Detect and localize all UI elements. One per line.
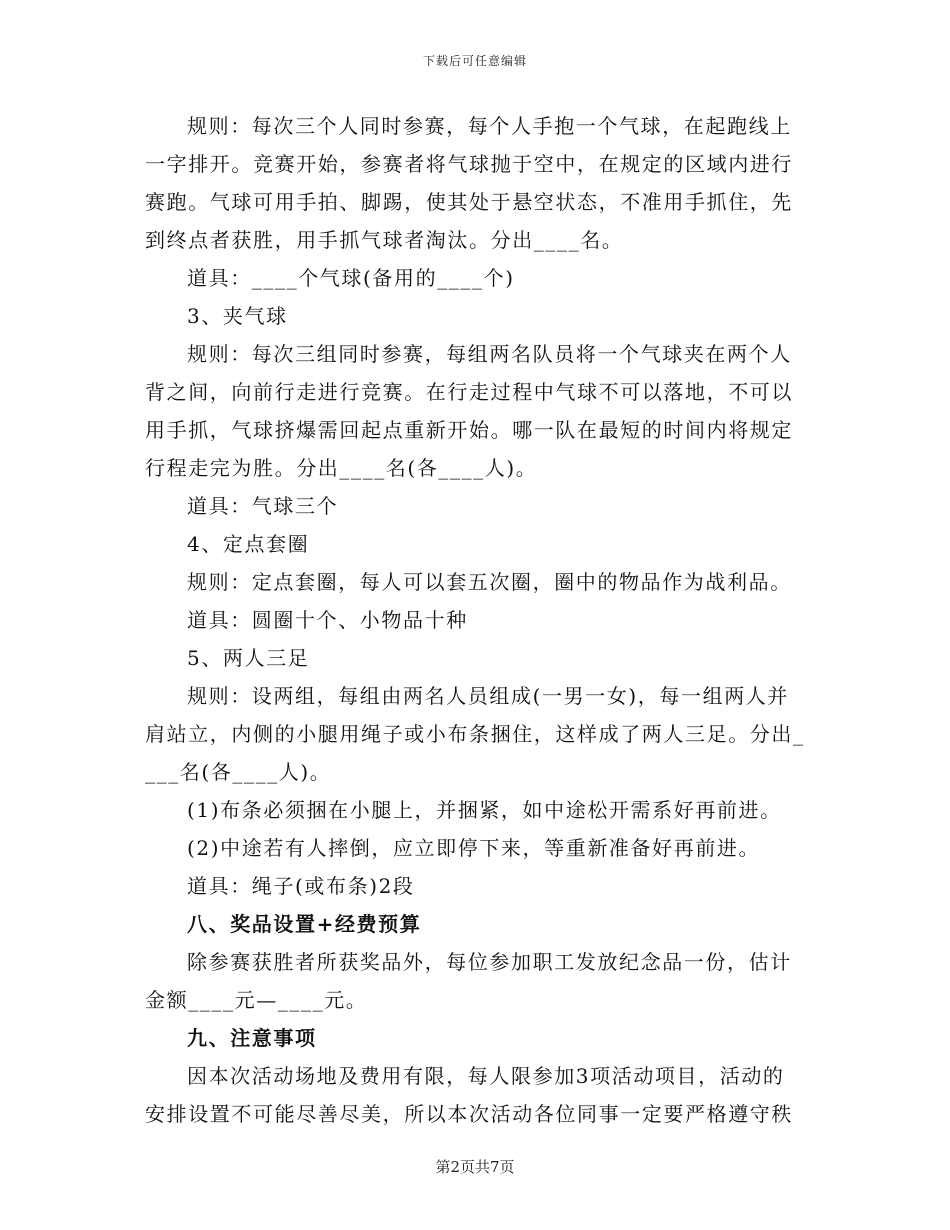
text-line: 规则：设两组，每组由两名人员组成(一男一女)，每一组两人并 xyxy=(187,684,790,708)
text-line: 用手抓，气球挤爆需回起点重新开始。哪一队在最短的时间内将规定 xyxy=(145,418,793,442)
text-line: 4、定点套圈 xyxy=(187,532,310,556)
text-line: 除参赛获胜者所获奖品外，每位参加职工发放纪念品一份，估计 xyxy=(187,950,792,974)
text-line: 因本次活动场地及费用有限，每人限参加3项活动项目，活动的 xyxy=(187,1064,785,1088)
section-heading: 九、注意事项 xyxy=(187,1026,317,1050)
text-line: 金额____元—____元。 xyxy=(145,988,368,1012)
text-line: (1)布条必须捆在小腿上，并捆紧，如中途松开需系好再前进。 xyxy=(187,798,782,822)
text-line: 背之间，向前行走进行竞赛。在行走过程中气球不可以落地，不可以 xyxy=(145,380,793,404)
text-line: 5、两人三足 xyxy=(187,646,310,670)
text-line: 规则：定点套圈，每人可以套五次圈，圈中的物品作为战利品。 xyxy=(187,570,792,594)
page-footer: 第2页共7页 xyxy=(435,1158,515,1176)
text-line: 安排设置不可能尽善尽美，所以本次活动各位同事一定要严格遵守秩 xyxy=(145,1102,793,1126)
text-line: 肩站立，内侧的小腿用绳子或小布条捆住，这样成了两人三足。分出_ xyxy=(145,722,805,746)
text-line: 道具：圆圈十个、小物品十种 xyxy=(187,608,468,632)
text-line: 规则：每次三个人同时参赛，每个人手抱一个气球，在起跑线上 xyxy=(187,114,792,138)
text-line: (2)中途若有人摔倒，应立即停下来，等重新准备好再前进。 xyxy=(187,836,761,860)
text-line: 3、夹气球 xyxy=(187,304,288,328)
text-line: 道具：气球三个 xyxy=(187,494,339,518)
text-line: 道具：绳子(或布条)2段 xyxy=(187,874,415,898)
text-line: 行程走完为胜。分出____名(各____人)。 xyxy=(145,456,538,480)
text-line: 一字排开。竞赛开始，参赛者将气球抛于空中，在规定的区域内进行 xyxy=(145,152,793,176)
text-line: 赛跑。气球可用手拍、脚踢，使其处于悬空状态，不准用手抓住，先 xyxy=(145,190,793,214)
text-line: 规则：每次三组同时参赛，每组两名队员将一个气球夹在两个人 xyxy=(187,342,792,366)
section-heading: 八、奖品设置+经费预算 xyxy=(187,912,422,936)
document-body xyxy=(145,107,805,1133)
text-line: 道具：____个气球(备用的____个) xyxy=(187,266,515,290)
text-line: ___名(各____人)。 xyxy=(145,760,332,784)
text-line: 到终点者获胜，用手抓气球者淘汰。分出____名。 xyxy=(145,228,624,252)
page-header: 下载后可任意编辑 xyxy=(422,54,527,68)
